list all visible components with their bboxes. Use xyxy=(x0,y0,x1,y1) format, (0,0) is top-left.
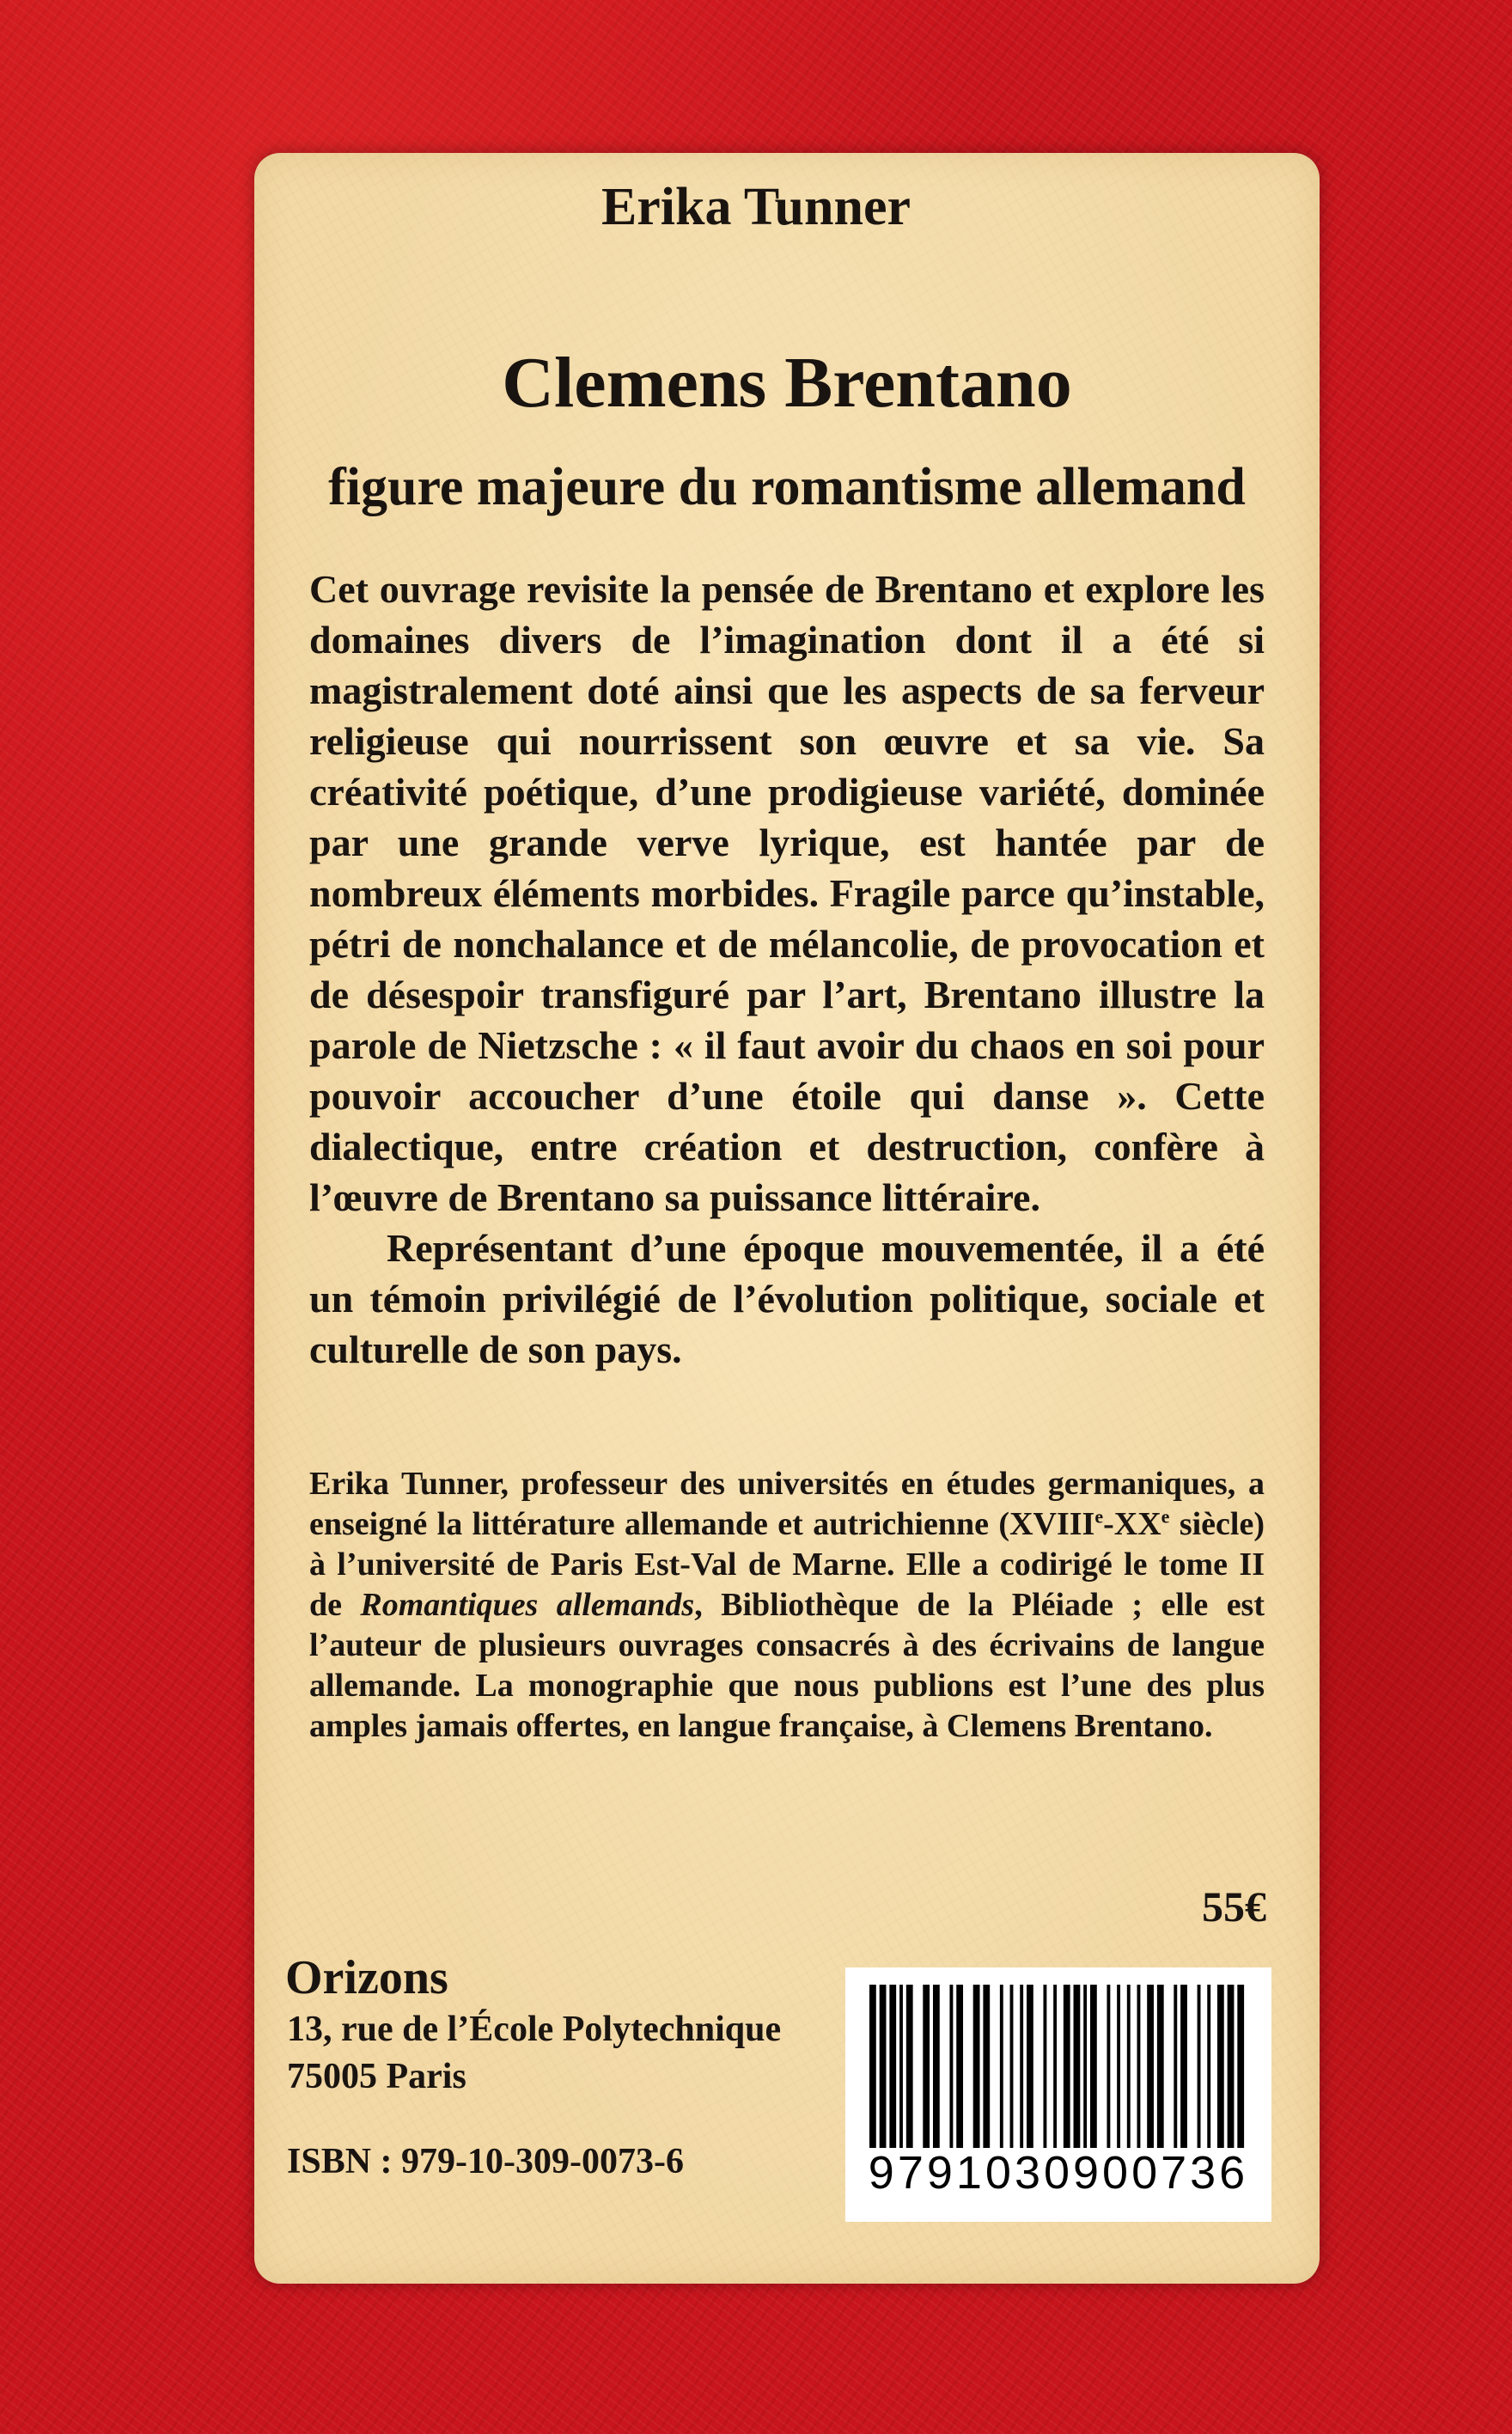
barcode-bar xyxy=(1127,1985,1131,2148)
barcode-bar xyxy=(973,1985,980,2148)
barcode-bar xyxy=(1217,1985,1224,2148)
barcode-bar xyxy=(1147,1985,1154,2148)
barcode-bar xyxy=(1000,1985,1003,2148)
description-paragraph-1: Cet ouvrage revisite la pensée de Brentano et explore les domaines divers de l’imagination dont il a été si magistralement doté ainsi que les aspects de sa ferveur religieuse qui nourrissent son œuvre et sa vie. Sa créativité poétique, d’une prodigieuse variété, dominée par une grande verve lyrique, est hantée par de nombreux éléments morbides. Fragile parce qu’instable, pétri de nonchalance et de mélancolie, de provocation et de désespoir transfiguré par l’art, Brentano illustre la parole de Nietzsche : « il faut avoir du chaos en soi pour pouvoir accoucher d’une étoile qui danse ». Cette dialectique, entre création et destruction, confère à l’œuvre de Brentano sa puissance littéraire. xyxy=(309,567,1265,1219)
barcode-digits: 9791030900736 xyxy=(868,2147,1249,2199)
author-name: Erika Tunner xyxy=(601,178,911,236)
barcode-bar xyxy=(933,1985,940,2148)
barcode xyxy=(845,1967,1271,2222)
barcode-bars xyxy=(869,1985,1247,2148)
bio-sup-1: e xyxy=(1094,1505,1104,1528)
price-label: 55€ xyxy=(1202,1882,1266,1931)
barcode-bar xyxy=(1137,1985,1141,2148)
barcode-bar xyxy=(1020,1985,1023,2148)
barcode-bar xyxy=(1237,1985,1244,2148)
publisher-address-line-1: 13, rue de l’École Polytechnique xyxy=(287,2010,782,2049)
barcode-bar xyxy=(1157,1985,1164,2148)
barcode-bar xyxy=(1074,1985,1081,2148)
bio-text-4: , Bibliothèque de la Pléiade ; elle est l’auteur de plusieurs ouvrages consacrés à des écrivains de langue allemande. La monographie que nous publions est l’une des plus amples jamais offertes, en langue française, à Clemens Brentano. xyxy=(309,1587,1265,1744)
barcode-bar xyxy=(1107,1985,1110,2148)
book-subtitle: figure majeure du romantisme allemand xyxy=(328,458,1246,516)
barcode-bar xyxy=(1090,1985,1097,2148)
barcode-bar xyxy=(1198,1985,1201,2148)
publisher-address-line-2: 75005 Paris xyxy=(287,2057,466,2096)
barcode-bar xyxy=(1027,1985,1033,2148)
barcode-bar xyxy=(889,1985,896,2148)
barcode-bar xyxy=(1207,1985,1210,2148)
book-title: Clemens Brentano xyxy=(502,343,1072,423)
isbn-label: ISBN : 979-10-309-0073-6 xyxy=(287,2142,684,2181)
barcode-bar xyxy=(1083,1985,1087,2148)
barcode-bar xyxy=(906,1985,913,2148)
barcode-bar xyxy=(1117,1985,1120,2148)
barcode-bar xyxy=(923,1985,930,2148)
book-description xyxy=(309,564,1265,1375)
publisher-name: Orizons xyxy=(285,1951,448,2004)
barcode-bar xyxy=(983,1985,990,2148)
barcode-bar xyxy=(1053,1985,1057,2148)
description-paragraph-2: Représentant d’une époque mouvementée, il a été un témoin privilégié de l’évolution politique, sociale et culturelle de son pays. xyxy=(309,1226,1265,1371)
bio-text-2: -XX xyxy=(1103,1506,1161,1542)
barcode-bar xyxy=(1010,1985,1014,2148)
barcode-bar xyxy=(869,1985,876,2148)
barcode-bar xyxy=(1174,1985,1177,2148)
bio-italic-title: Romantiques allemands xyxy=(360,1587,695,1623)
barcode-bar xyxy=(1180,1985,1187,2148)
author-bio xyxy=(309,1464,1265,1747)
barcode-bar xyxy=(1043,1985,1046,2148)
barcode-bar xyxy=(1064,1985,1070,2148)
barcode-bar xyxy=(880,1985,887,2148)
barcode-bar xyxy=(956,1985,963,2148)
barcode-bar xyxy=(899,1985,903,2148)
bio-text-1: Erika Tunner, professeur des universités en études germaniques, a enseigné la littérature allemande et autrichienne (XVIII xyxy=(309,1466,1265,1542)
barcode-bar xyxy=(1228,1985,1235,2148)
bio-text-3: siècle) à l’université de Paris Est-Val de Marne. Elle a codirigé le tome II de xyxy=(309,1506,1265,1623)
barcode-bar xyxy=(949,1985,953,2148)
bio-sup-2: e xyxy=(1161,1505,1170,1528)
